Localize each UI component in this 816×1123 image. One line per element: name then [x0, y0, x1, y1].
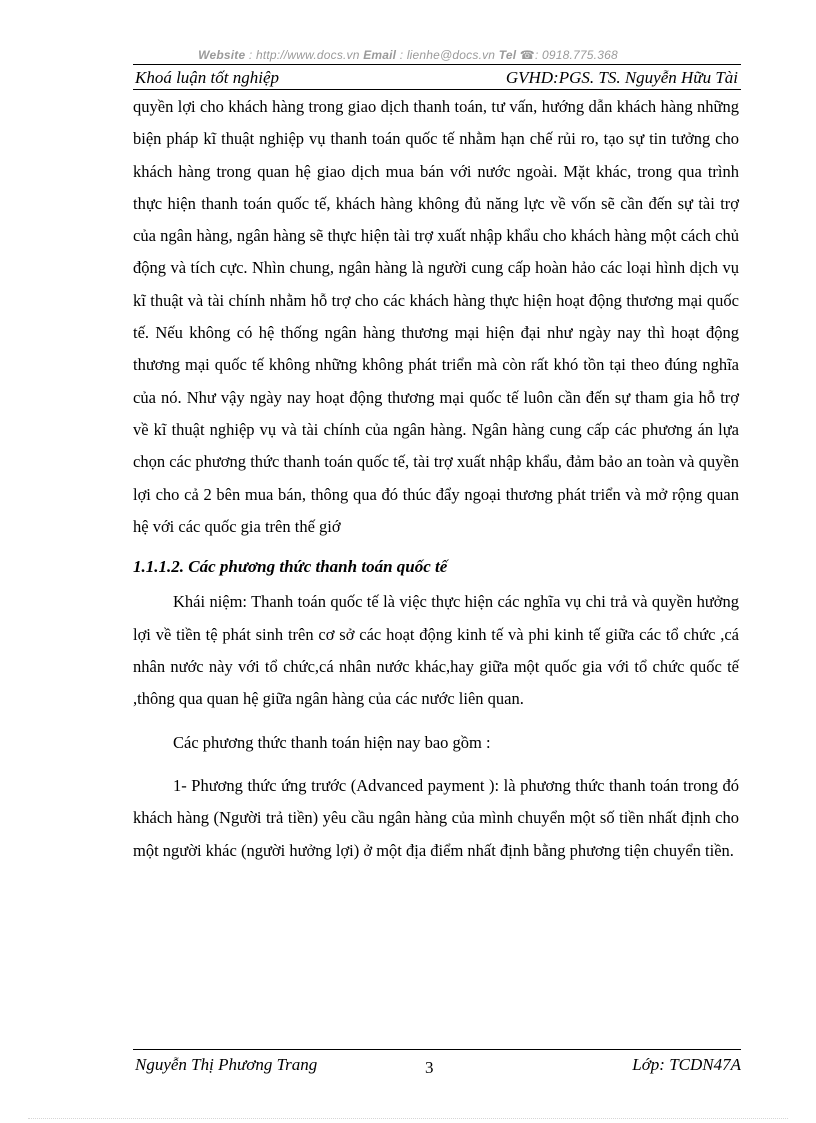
section-heading: 1.1.1.2. Các phương thức thanh toán quốc tế [133, 557, 448, 577]
paragraph-continuation: quyền lợi cho khách hàng trong giao dịch thanh toán, tư vấn, hướng dẫn khách hàng những biện pháp kĩ thuật nghiệp vụ thanh toán quốc tế nhằm hạn chế rủi ro, tạo sự tin tưởng cho khách hàng trong quan hệ giao dịch mua bán với nước ngoài. Mặt khác, trong qua trình thực hiện thanh toán quốc tế, khách hàng không đủ năng lực về vốn sẽ cần đến sự tài trợ của ngân hàng, ngân hàng sẽ thực hiện tài trợ xuất nhập khẩu cho khách hàng một cách chủ động và tích cực. Nhìn chung, ngân hàng là người cung cấp hoàn hảo các loại hình dịch vụ kĩ thuật và tài chính nhằm hỗ trợ cho các khách hàng thực hiện hoạt động thương mại quốc tế. Nếu không có hệ thống ngân hàng thương mại hiện đại như ngày nay thì hoạt động thương mại quốc tế không những không phát triển mà còn rất khó tồn tại theo đúng nghĩa của nó. Như vậy ngày nay hoạt động thương mại quốc tế luôn cần đến sự tham gia hỗ trợ về kĩ thuật nghiệp vụ và tài chính của ngân hàng. Ngân hàng cung cấp các phương án lựa chọn các phương thức thanh toán quốc tế, tài trợ xuất nhập khẩu, đảm bảo an toàn và quyền lợi cho cả 2 bên mua bán, thông qua đó thúc đẩy ngoại thương phát triển và mở rộng quan hệ với các quốc gia trên thế giớ [133, 97, 739, 536]
email-label: Email [363, 48, 397, 62]
paragraph-advanced-payment: 1- Phương thức ứng trước (Advanced payment ): là phương thức thanh toán trong đó khách hàng (Người trả tiền) yêu cầu ngân hàng của mình chuyển một số tiền nhất định cho một người khác (người hưởng lợi) ở một địa điểm nhất định bằng phương tiện chuyển tiền. [133, 775, 739, 860]
website-contact-line [0, 48, 816, 62]
tel-label: Tel [498, 48, 517, 62]
header-top-rule [133, 64, 741, 65]
footer-rule [133, 1049, 741, 1050]
page-number: 3 [425, 1058, 434, 1077]
author-name: Nguyễn Thị Phương Trang [135, 1055, 318, 1074]
thesis-title: Khoá luận tốt nghiệp [135, 68, 280, 87]
page-body [133, 91, 739, 867]
email-address[interactable]: : lienhe@docs.vn [399, 48, 496, 62]
page-bottom-dotted-line [28, 1118, 788, 1119]
website-label: Website [198, 48, 246, 62]
tel-number: : 0918.775.368 [534, 48, 618, 62]
website-url[interactable]: : http://www.docs.vn [248, 48, 360, 62]
header-bottom-rule [133, 89, 741, 90]
class-label: Lớp: TCDN47A [632, 1055, 741, 1074]
supervisor-name: GVHD:PGS. TS. Nguyễn Hữu Tài [505, 68, 738, 87]
paragraph-methods-intro: Các phương thức thanh toán hiện nay bao gồm : [173, 732, 491, 752]
phone-icon: ☎ [519, 48, 535, 62]
paragraph-definition: Khái niệm: Thanh toán quốc tế là việc thực hiện các nghĩa vụ chi trả và quyền hưởng lợi về tiền tệ phát sinh trên cơ sở các hoạt động kinh tế và phi kinh tế giữa các tổ chức ,cá nhân nước này với tổ chức,cá nhân nước khác,hay giữa một quốc gia với tổ chức quốc tế ,thông qua quan hệ giữa ngân hàng của các nước liên quan. [133, 592, 739, 709]
